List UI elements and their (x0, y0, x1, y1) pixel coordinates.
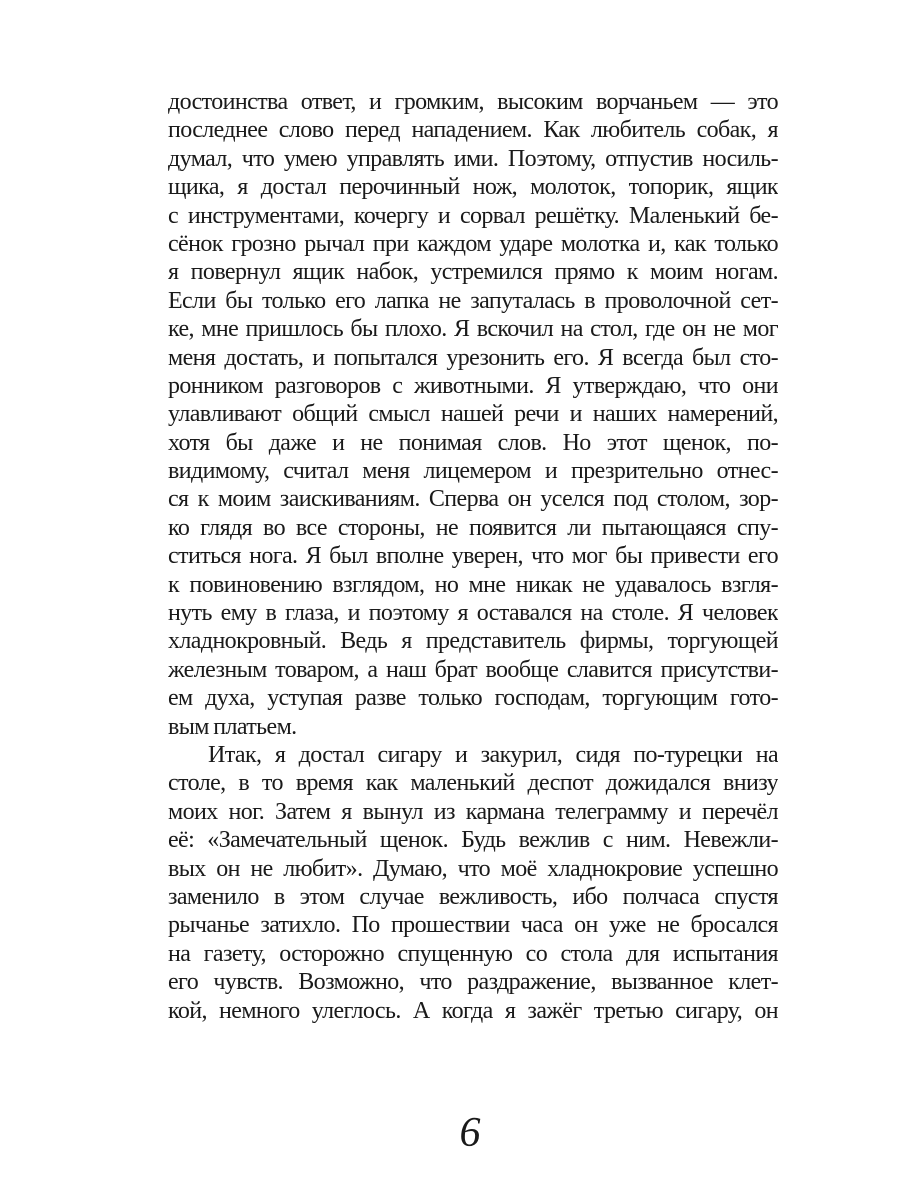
text-line: Если бы только его лапка не запуталась в проволочной сет- (168, 287, 778, 314)
text-line: меня достать, и попытался урезонить его. Я всегда был сто- (168, 344, 778, 371)
text-line: ся к моим заискиваниям. Сперва он уселся под столом, зор- (168, 486, 778, 513)
text-line: вым платьем. (168, 713, 297, 740)
page-number: 6 (459, 1110, 481, 1156)
text-line: вых он не любит». Думаю, что моё хладнокровие успешно (168, 855, 778, 882)
text-line: ронником разговоров с животными. Я утверждаю, что они (168, 372, 778, 399)
text-line: моих ног. Затем я вынул из кармана телеграмму и перечёл (168, 798, 778, 825)
text-line: нуть ему в глаза, и поэтому я оставался на столе. Я человек (168, 600, 778, 627)
text-line: думал, что умею управлять ими. Поэтому, отпустив носиль- (168, 145, 778, 172)
text-line: Итак, я достал сигару и закурил, сидя по-турецки на (208, 741, 778, 768)
text-line: ем духа, уступая разве только господам, торгующим гото- (168, 685, 778, 712)
paragraph (168, 88, 778, 741)
text-line: ко глядя во все стороны, не появится ли пытающаяся спу- (168, 514, 778, 541)
text-line: железным товаром, а наш брат вообще славится присутстви- (168, 656, 778, 683)
text-line: достоинства ответ, и громким, высоким ворчаньем — это (168, 89, 778, 115)
text-line: столе, в то время как маленький деспот дожидался внизу (168, 770, 778, 797)
text-line: кой, немного улеглось. А когда я зажёг третью сигару, он (168, 997, 778, 1024)
text-line: на газету, осторожно спущенную со стола для испытания (168, 940, 778, 967)
body-text (168, 88, 778, 1025)
text-line: я повернул ящик набок, устремился прямо к моим ногам. (168, 259, 778, 286)
text-line: последнее слово перед нападением. Как любитель собак, я (168, 117, 778, 144)
text-line: хотя бы даже и не понимая слов. Но этот щенок, по- (168, 429, 778, 456)
text-line: видимому, считал меня лицемером и презрительно отнес- (168, 458, 778, 485)
text-line: её: «Замечательный щенок. Будь вежлив с ним. Невежли- (168, 827, 778, 854)
text-line: его чувств. Возможно, что раздражение, вызванное клет- (168, 969, 778, 996)
text-line: хладнокровный. Ведь я представитель фирмы, торгующей (168, 628, 778, 655)
text-line: ститься нога. Я был вполне уверен, что мог бы привести его (168, 543, 778, 570)
text-line: рычанье затихло. По прошествии часа он уже не бросался (168, 912, 778, 939)
text-line: к повиновению взглядом, но мне никак не удавалось взгля- (168, 571, 778, 598)
text-line: улавливают общий смысл нашей речи и наших намерений, (168, 401, 778, 428)
text-line: сёнок грозно рычал при каждом ударе молотка и, как только (168, 230, 778, 257)
text-line: с инструментами, кочергу и сорвал решётку. Маленький бе- (168, 202, 778, 229)
text-line: ке, мне пришлось бы плохо. Я вскочил на стол, где он не мог (168, 316, 778, 343)
text-line: заменило в этом случае вежливость, ибо полчаса спустя (168, 883, 778, 910)
paragraph (168, 741, 778, 1025)
text-line: щика, я достал перочинный нож, молоток, топорик, ящик (168, 174, 778, 201)
